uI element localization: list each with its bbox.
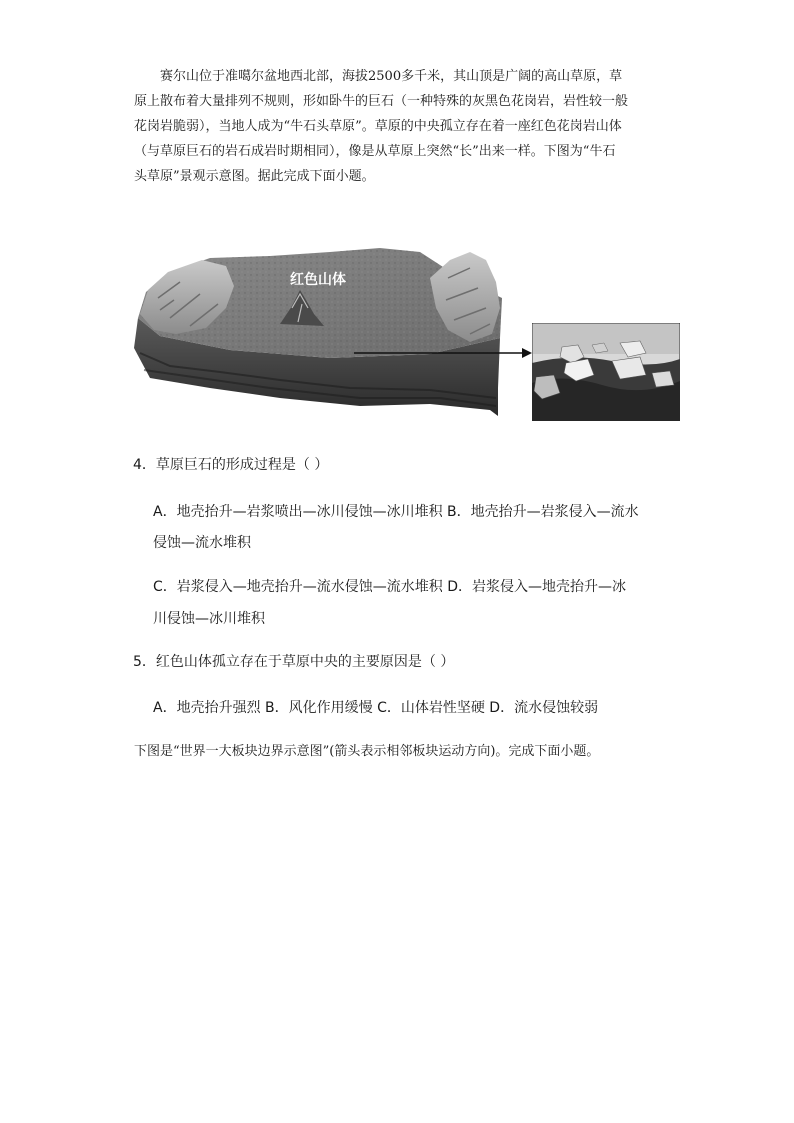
question-5-stem: 5．红色山体孤立存在于草原中央的主要原因是（ ） [133,654,455,670]
intro-line-3: 花岗岩脆弱），当地人成为“牛石头草原”。草原的中央孤立存在着一座红色花岗岩山体 [134,119,622,134]
question-4-stem: 4．草原巨石的形成过程是（ ） [133,457,329,473]
pointer-arrow-head [522,348,532,358]
intro-line-4: （与草原巨石的岩石成岩时期相同），像是从草原上突然“长”出来一样。下图为“牛石 [134,144,616,159]
intro-line-5: 头草原”景观示意图。据此完成下面小题。 [134,169,375,184]
question-4-options-line-1: A．地壳抬升—岩浆喷出—冰川侵蚀—冰川堆积 B．地壳抬升—岩浆侵入—流水 [153,504,639,520]
question-4-options-line-4: 川侵蚀—冰川堆积 [153,611,265,627]
question-4-options-line-3: C．岩浆侵入—地壳抬升—流水侵蚀—流水堆积 D．岩浆侵入—地壳抬升—冰 [153,579,627,595]
boulders-photo-image [532,323,680,421]
question-4-options-line-2: 侵蚀—流水堆积 [153,535,251,551]
question-5-options: A．地壳抬升强烈 B．风化作用缓慢 C．山体岩性坚硬 D．流水侵蚀较弱 [153,700,599,716]
intro-line-2: 原上散布着大量排列不规则，形如卧牛的巨石（一种特殊的灰黑色花岗岩，岩性较一般 [134,94,629,109]
intro-line-1: 赛尔山位于准噶尔盆地西北部，海拔2500多千米，其山顶是广阔的高山草原，草 [160,69,623,84]
boulders-photo [532,323,680,421]
next-section-intro: 下图是“世界一大板块边界示意图”(箭头表示相邻板块运动方向)。完成下面小题。 [134,744,600,759]
intro-paragraph [134,64,664,189]
red-mountain-label: 红色山体 [290,271,346,287]
